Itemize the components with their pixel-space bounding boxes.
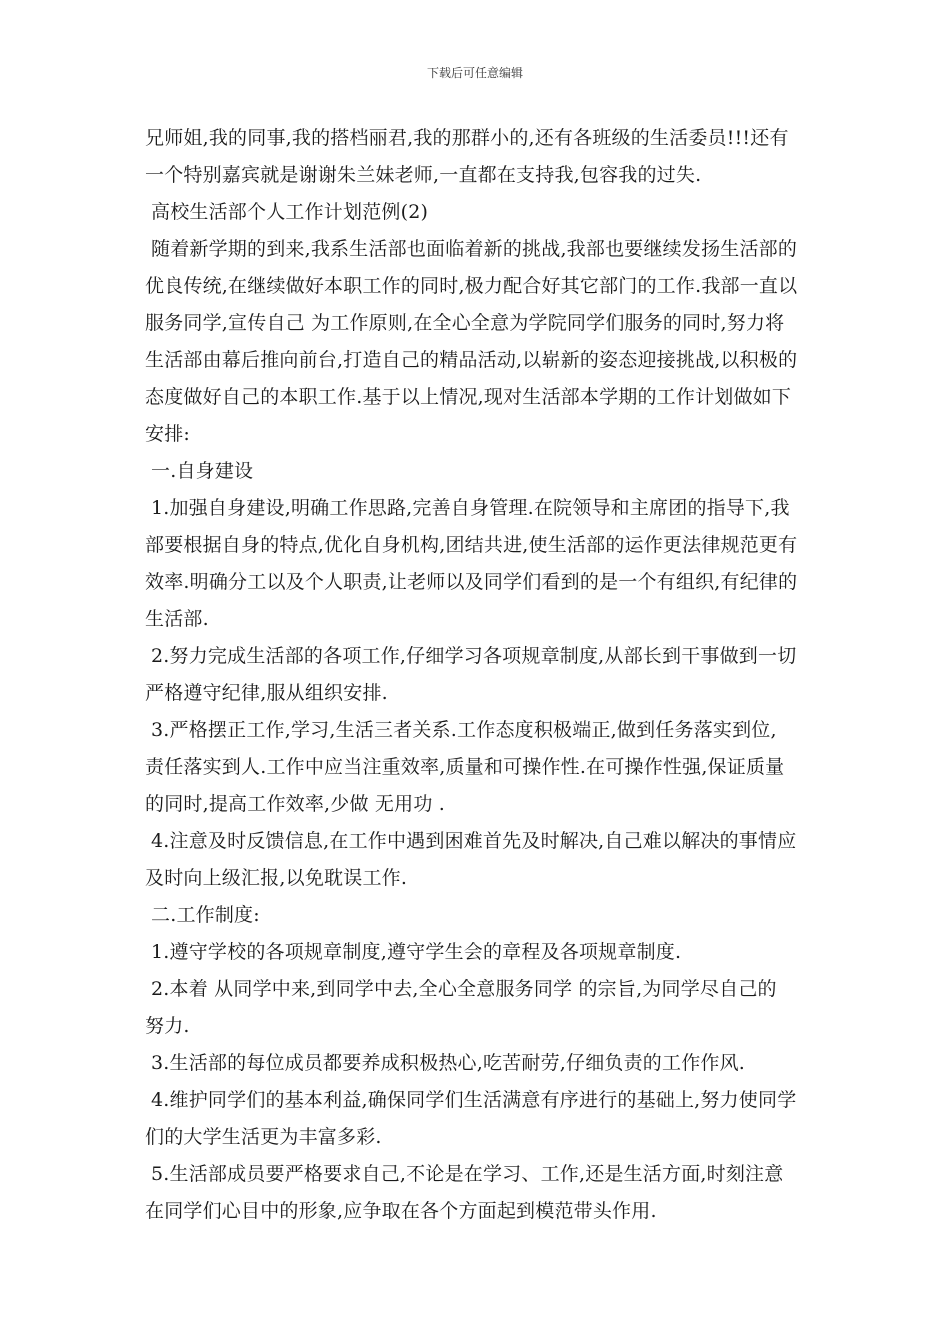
text-line: 严格遵守纪律,服从组织安排. (145, 682, 388, 704)
text-line: 在同学们心目中的形象,应争取在各个方面起到模范带头作用. (145, 1200, 657, 1222)
text-line: 5.生活部成员要严格要求自己,不论是在学习、工作,还是生活方面,时刻注意 (151, 1163, 784, 1185)
text-line: 效率.明确分工以及个人职责,让老师以及同学们看到的是一个有组织,有纪律的 (145, 571, 798, 593)
text-line: 2.努力完成生活部的各项工作,仔细学习各项规章制度,从部长到干事做到一切 (151, 645, 797, 667)
text-line: 及时向上级汇报,以免耽误工作. (145, 867, 408, 889)
text-line: 3.生活部的每位成员都要养成积极热心,吃苦耐劳,仔细负责的工作作风. (151, 1052, 746, 1074)
text-line: 责任落实到人.工作中应当注重效率,质量和可操作性.在可操作性强,保证质量 (145, 756, 785, 778)
text-line: 态度做好自己的本职工作.基于以上情况,现对生活部本学期的工作计划做如下 (145, 386, 792, 408)
text-line: 优良传统,在继续做好本职工作的同时,极力配合好其它部门的工作.我部一直以 (145, 275, 798, 297)
text-line: 1.遵守学校的各项规章制度,遵守学生会的章程及各项规章制度. (151, 941, 682, 963)
section-title: 高校生活部个人工作计划范例(2) (151, 201, 429, 223)
text-line: 生活部. (145, 608, 209, 630)
text-line: 的同时,提高工作效率,少做 无用功 . (145, 793, 445, 815)
text-line: 部要根据自身的特点,优化自身机构,团结共进,使生活部的运作更法律规范更有 (145, 534, 798, 556)
page-header: 下载后可任意编辑 (426, 66, 523, 80)
text-line: 服务同学,宣传自己 为工作原则,在全心全意为学院同学们服务的同时,努力将 (145, 312, 785, 334)
text-line: 们的大学生活更为丰富多彩. (145, 1126, 382, 1148)
text-line: 随着新学期的到来,我系生活部也面临着新的挑战,我部也要继续发扬生活部的 (151, 238, 798, 260)
text-line: 一个特别嘉宾就是谢谢朱兰妹老师,一直都在支持我,包容我的过失. (145, 164, 702, 186)
text-line: 安排: (145, 423, 191, 445)
text-line: 兄师姐,我的同事,我的搭档丽君,我的那群小的,还有各班级的生活委员!!!还有 (145, 127, 789, 149)
text-line: 2.本着 从同学中来,到同学中去,全心全意服务同学 的宗旨,为同学尽自己的 (151, 978, 777, 1000)
section-heading: 二.工作制度: (151, 904, 260, 926)
text-line: 努力. (145, 1015, 190, 1037)
text-line: 生活部由幕后推向前台,打造自己的精品活动,以崭新的姿态迎接挑战,以积极的 (145, 349, 798, 371)
text-line: 4.维护同学们的基本利益,确保同学们生活满意有序进行的基础上,努力使同学 (151, 1089, 797, 1111)
text-line: 4.注意及时反馈信息,在工作中遇到困难首先及时解决,自己难以解决的事情应 (151, 830, 797, 852)
document-body (145, 120, 813, 1230)
text-line: 1.加强自身建设,明确工作思路,完善自身管理.在院领导和主席团的指导下,我 (151, 497, 790, 519)
text-line: 3.严格摆正工作,学习,生活三者关系.工作态度积极端正,做到任务落实到位, (151, 719, 777, 741)
section-heading: 一.自身建设 (151, 460, 254, 482)
